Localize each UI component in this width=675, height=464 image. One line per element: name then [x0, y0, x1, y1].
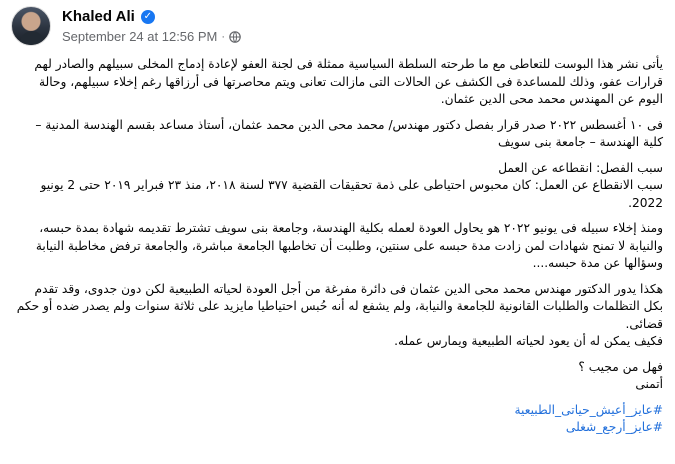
verified-badge-icon: ✓ [141, 10, 155, 24]
post-paragraph: ومنذ إخلاء سبيله فى يونيو ٢٠٢٢ هو يحاول العودة لعمله بكلية الهندسة، وجامعة بنى سويف تشترط تقديمه شهادة بمدة حبسه، والنيابة لا تمنح شهادات لمن زادت مدة حبسه على سنتين، وطلبت أن تخاطبها الجامعة مباشرة، والجامعة ترفض مخاطبة النيابة وسؤالها عن مدة حبسه.... [35, 221, 663, 270]
post-header [0, 0, 675, 52]
post-paragraph: فى ١٠ أغسطس ٢٠٢٢ صدر قرار بفصل دكتور مهندس/ محمد محى الدين محمد عثمان، أستاذ مساعد بقسم الهندسة المدنية – كلية الهندسة – جامعة بنى سويف [35, 117, 663, 149]
post-paragraph: يأتى نشر هذا البوست للتعاطى مع ما طرحته السلطة السياسية ممثلة فى لجنة العفو لإعادة إدماج المخلى سبيلهم والصادر لهم قرارات عفو، وذلك للمساعدة فى الكشف عن الحالات التى مازالت تعانى ويتم محاصرتها فى أرزاقها رغم إخلاء سبيلهم، وحالة اليوم عن المهندس محمد محى الدين عثمان. [34, 57, 663, 106]
post-paragraph: سبب الفصل: انقطاعه عن العمل سبب الانقطاع عن العمل: كان محبوس احتياطى على ذمة تحقيقات القضية ٣٧٧ لسنة ٢٠١٨، منذ ٢٣ فبراير ٢٠١٩ حتى 2 يونيو 2022. [40, 160, 663, 210]
author-name[interactable]: Khaled Ali [62, 8, 135, 25]
avatar[interactable] [11, 6, 51, 46]
hashtag-list [12, 402, 663, 437]
globe-icon[interactable] [229, 31, 241, 43]
post-timestamp[interactable]: September 24 at 12:56 PM [62, 29, 218, 44]
hashtag-link[interactable]: #عايز_أعيش_حياتى_الطبيعية [514, 402, 663, 417]
post-meta [62, 29, 241, 44]
author-row [62, 8, 155, 25]
separator-dot: · [221, 30, 226, 43]
hashtag-link[interactable]: #عايز_أرجع_شغلى [565, 420, 663, 434]
post-paragraph: هكذا يدور الدكتور مهندس محمد محى الدين عثمان فى دائرة مفرغة من أجل العودة لحياته الطبيعية لكن دون جدوى، وقد تقدم بكل التظلمات والطلبات القانونية للجامعة والنيابة، ولم يشفع له أنه حُبس احتياطيا مايزيد على ثلاثة سنوات ولم يصدر ضده أو حكم قضائى. فكيف يمكن له أن يعود لحياته الطبيعية ويمارس عمله. [16, 281, 663, 348]
post-paragraph: فهل من مجيب ؟ أتمنى [578, 359, 663, 391]
post-body [12, 56, 663, 437]
